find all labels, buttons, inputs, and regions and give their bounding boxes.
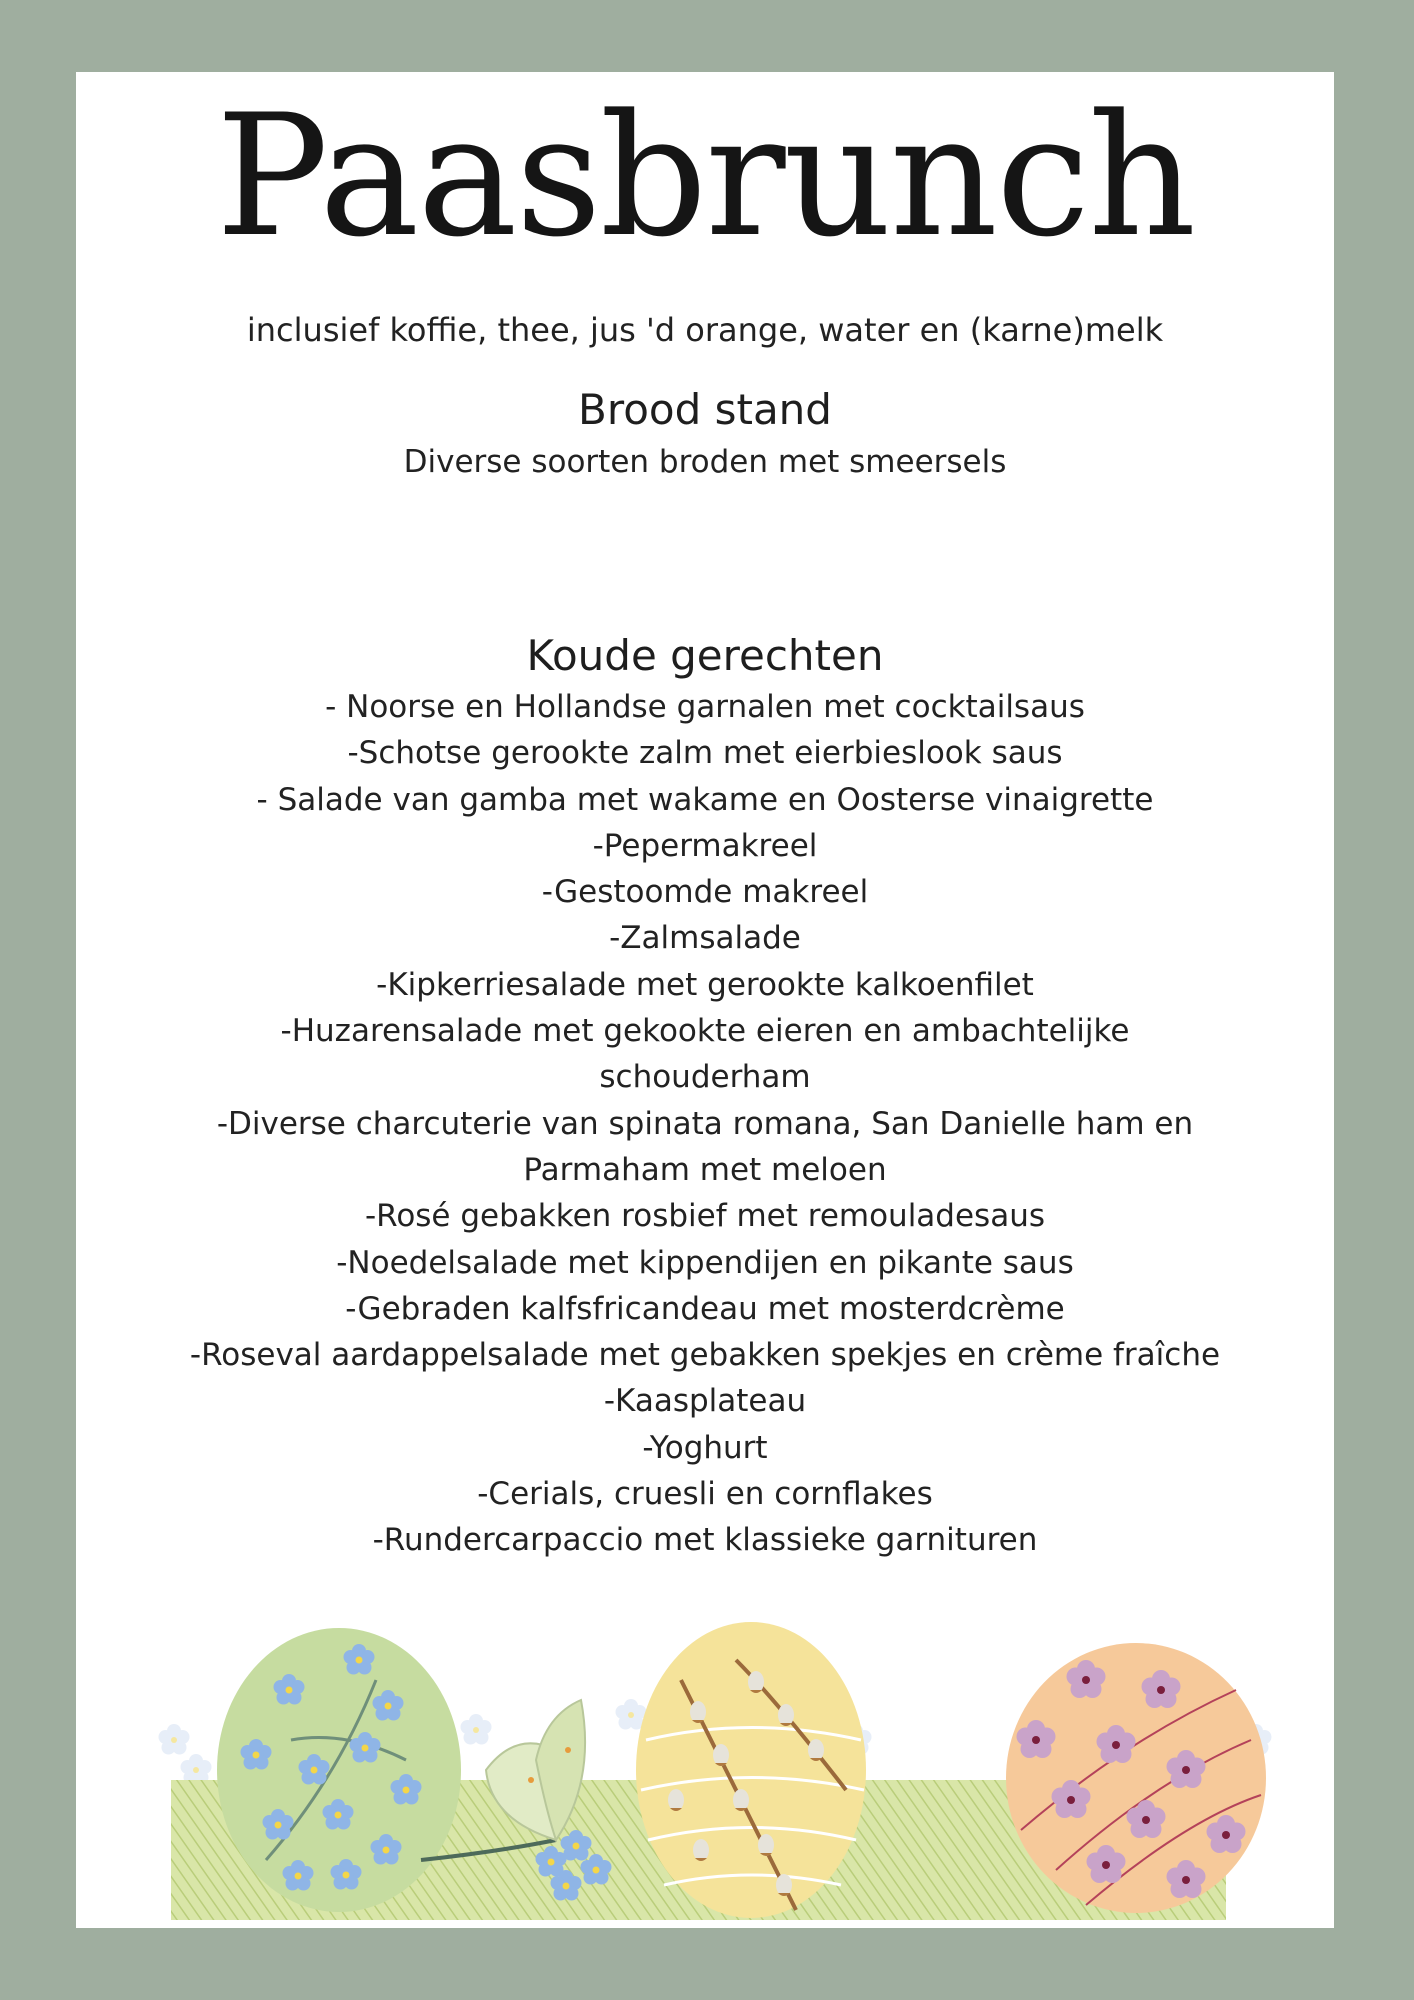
easter-eggs-illustration xyxy=(76,1620,1334,1928)
dish-item: -Rosé gebakken rosbief met remouladesaus xyxy=(364,1198,1046,1235)
yellow-egg xyxy=(636,1622,866,1918)
dish-item: -Gebraden kalfsfricandeau met mosterdcrème xyxy=(345,1290,1065,1327)
dish-item: -Kaasplateau xyxy=(603,1383,807,1420)
dish-item: -Schotse gerookte zalm met eierbieslook saus xyxy=(347,735,1063,772)
dish-item: -Roseval aardappelsalade met gebakken spekjes en crème fraîche xyxy=(189,1337,1221,1374)
dish-item: -Rundercarpaccio met klassieke garnituren xyxy=(372,1522,1038,1559)
orange-egg xyxy=(1006,1643,1266,1913)
dish-item: -Cerials, cruesli en cornflakes xyxy=(477,1476,933,1513)
dish-item: -Pepermakreel xyxy=(592,827,818,864)
dish-item: -Kipkerriesalade met gerookte kalkoenfilet xyxy=(376,966,1034,1003)
menu-subtitle: inclusief koffie, thee, jus 'd orange, water en (karne)melk xyxy=(246,311,1164,349)
cold-dishes-list xyxy=(186,684,1224,1564)
dish-item: -Diverse charcuterie van spinata romana, San Danielle ham en Parmaham met meloen xyxy=(216,1105,1194,1188)
dish-item: - Salade van gamba met wakame en Oosterse vinaigrette xyxy=(256,781,1154,818)
section-heading-cold-dishes: Koude gerechten xyxy=(526,631,884,680)
section-heading-bread: Brood stand xyxy=(578,385,832,434)
dish-item: -Yoghurt xyxy=(642,1429,768,1466)
dish-item: -Noedelsalade met kippendijen en pikante saus xyxy=(336,1244,1074,1281)
green-egg xyxy=(217,1628,461,1912)
section-text-bread: Diverse soorten broden met smeersels xyxy=(403,444,1007,480)
dish-item: -Gestoomde makreel xyxy=(541,874,869,911)
dish-item: -Zalmsalade xyxy=(609,920,801,957)
dish-item: -Huzarensalade met gekookte eieren en ambachtelijke schouderham xyxy=(280,1013,1130,1096)
dish-item: - Noorse en Hollandse garnalen met cocktailsaus xyxy=(325,689,1085,725)
menu-title: Paasbrunch xyxy=(215,78,1195,274)
menu-card xyxy=(76,72,1334,1928)
